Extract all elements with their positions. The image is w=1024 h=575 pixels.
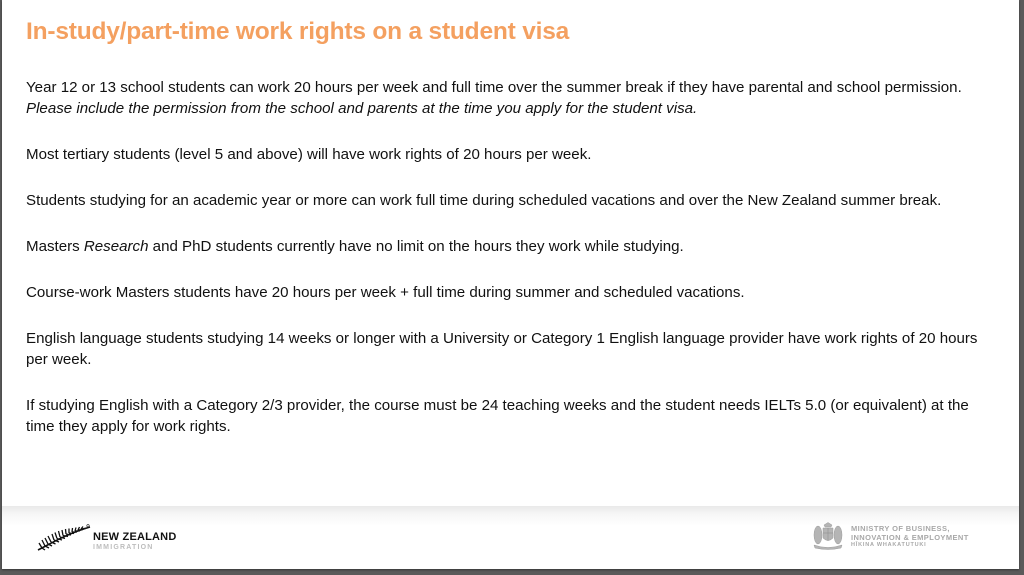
paragraph-text-italic: Research — [83, 238, 149, 255]
nz-logo-subtitle: IMMIGRATION — [93, 544, 154, 551]
paragraph-text: and PhD students currently have no limit on the hours they work while studying. — [148, 238, 684, 255]
nz-logo-name: NEW ZEALAND — [93, 531, 177, 543]
paragraph-text: Most tertiary students (level 5 and above) will have work rights of 20 hours per week. — [26, 146, 592, 163]
paragraph-text: Course-work Masters students have 20 hours per week + full time during summer and scheduled vacations. — [26, 284, 745, 301]
silver-fern-icon — [36, 524, 92, 552]
mbie-line-3: HĪKINA WHAKATUTUKI — [851, 542, 927, 548]
paragraph-text: Year 12 or 13 school students can work 20 hours per week and full time over the summer break if they have parental and school permission. — [26, 79, 962, 96]
paragraph-school-students — [26, 77, 1001, 119]
nz-immigration-logo — [36, 520, 196, 556]
slide — [2, 0, 1019, 569]
paragraph-text-italic: Please include the permission from the school and parents at the time you apply for the student visa. — [26, 100, 698, 117]
mbie-line-2: INNOVATION & EMPLOYMENT — [851, 533, 969, 542]
paragraph-coursework-masters — [26, 282, 1001, 303]
mbie-logo — [810, 522, 1005, 552]
slide-title: In-study/part-time work rights on a student visa — [26, 18, 570, 45]
paragraph-english-language — [26, 328, 1001, 370]
slide-body — [26, 77, 1001, 462]
paragraph-text: Masters — [26, 238, 84, 255]
mbie-line-1: MINISTRY OF BUSINESS, — [851, 524, 950, 533]
paragraph-tertiary-students — [26, 144, 1001, 165]
paragraph-text: Students studying for an academic year or more can work full time during scheduled vacations and over the New Zealand summer break. — [26, 192, 942, 209]
paragraph-masters-research — [26, 236, 1001, 257]
paragraph-category-2-3 — [26, 395, 1001, 437]
paragraph-text: English language students studying 14 weeks or longer with a University or Category 1 English language provider have work rights of 20 hours per week. — [26, 330, 978, 368]
coat-of-arms-icon — [810, 522, 846, 550]
paragraph-text: If studying English with a Category 2/3 provider, the course must be 24 teaching weeks and the student needs IELTs 5.0 (or equivalent) at the time they apply for work rights. — [26, 397, 969, 435]
paragraph-academic-year — [26, 190, 1001, 211]
